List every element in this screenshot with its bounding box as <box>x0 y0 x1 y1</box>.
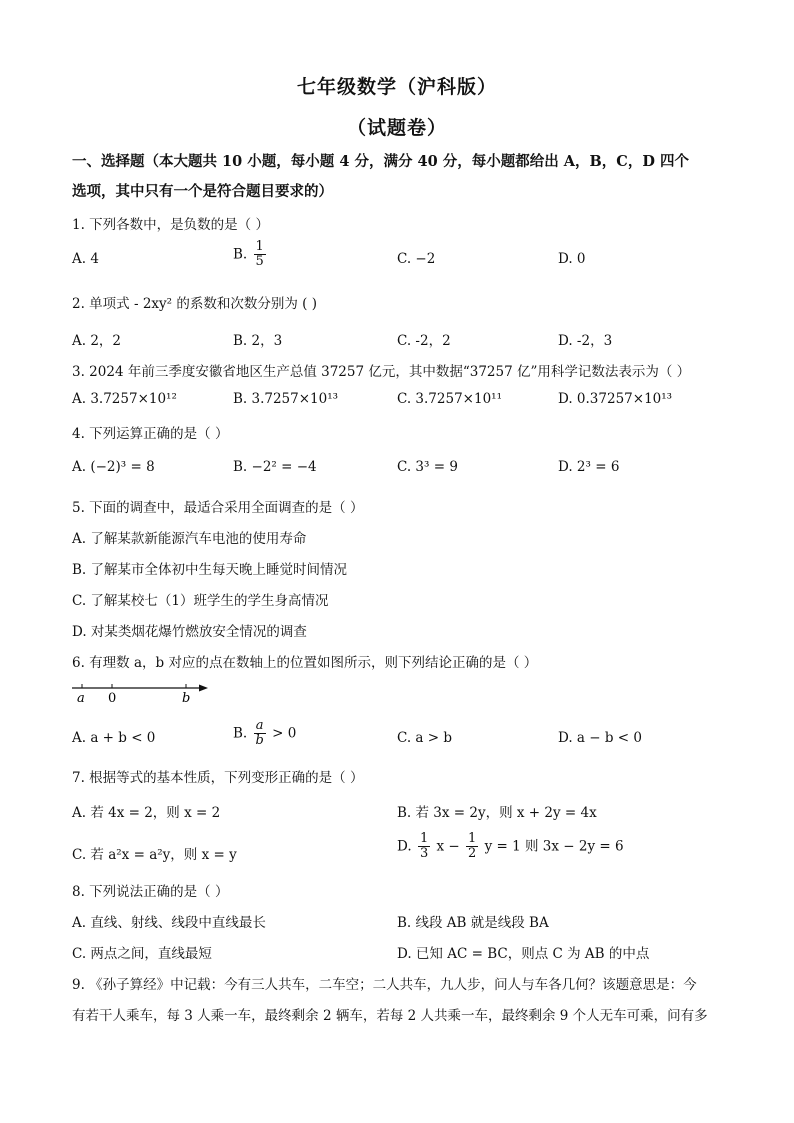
q6-stem: 6. 有理数 a，b 对应的点在数轴上的位置如图所示，则下列结论正确的是（ ） <box>72 655 538 671</box>
q2-option-d: D. -2，3 <box>558 333 613 349</box>
q5-option-b: B. 了解某市全体初中生每天晚上睡觉时间情况 <box>72 562 348 578</box>
q7-option-c: C. 若 a²x = a²y，则 x = y <box>72 847 237 863</box>
q7-option-d-denominator-2: 2 <box>468 846 477 862</box>
section-heading-line1: 一、选择题（本大题共 10 小题，每小题 4 分，满分 40 分，每小题都给出 A，B，C，D 四个 <box>72 153 689 170</box>
q7-option-a: A. 若 4x = 2，则 x = 2 <box>72 805 221 821</box>
q6-option-c: C. a > b <box>397 730 453 746</box>
axis-label-a: a <box>77 691 85 706</box>
q6-option-b-tail: > 0 <box>272 725 297 742</box>
q7-option-b: B. 若 3x = 2y，则 x + 2y = 4x <box>397 805 597 821</box>
q3-option-d: D. 0.37257×10¹³ <box>558 391 673 407</box>
q3-option-c: C. 3.7257×10¹¹ <box>397 391 502 407</box>
q8-option-c: C. 两点之间，直线最短 <box>72 946 212 962</box>
page-title: 七年级数学（沪科版） <box>296 76 497 98</box>
q6-option-a: A. a + b < 0 <box>72 730 156 746</box>
axis-label-zero: 0 <box>108 691 117 706</box>
q7-option-d-numerator-1: 1 <box>419 831 429 846</box>
page-subtitle: （试题卷） <box>346 117 447 139</box>
q1-option-b-numerator: 1 <box>255 239 264 254</box>
q7-option-d <box>397 832 624 862</box>
q6-option-d: D. a − b < 0 <box>558 730 642 746</box>
q7-option-d-numerator-2: 1 <box>468 831 477 846</box>
q5-option-c: C. 了解某校七（1）班学生的学生身高情况 <box>72 593 329 609</box>
q5-stem: 5. 下面的调查中，最适合采用全面调查的是（ ） <box>72 500 364 516</box>
q3-option-a: A. 3.7257×10¹² <box>72 391 177 407</box>
q2-stem: 2. 单项式 - 2xy² 的系数和次数分别为 ( ) <box>72 296 317 312</box>
q5-option-a: A. 了解某款新能源汽车电池的使用寿命 <box>72 531 307 547</box>
q1-option-b-label: B. <box>233 246 248 263</box>
q6-option-b-denominator: b <box>255 733 264 749</box>
q1-option-b-fraction <box>254 240 266 270</box>
q8-option-b: B. 线段 AB 就是线段 BA <box>397 915 549 931</box>
q1-option-b-denominator: 5 <box>255 254 264 270</box>
q4-option-a: A. (−2)³ = 8 <box>72 459 155 475</box>
q7-option-d-fraction-1 <box>418 832 430 862</box>
q4-option-c: C. 3³ = 9 <box>397 459 458 475</box>
q3-stem: 3. 2024 年前三季度安徽省地区生产总值 37257 亿元，其中数据“37257 亿”用科学记数法表示为（ ） <box>72 364 691 380</box>
q1-option-c: C. −2 <box>397 251 436 267</box>
q1-option-a: A. 4 <box>72 251 99 267</box>
q9-stem-line2: 有若干人乘车，每 3 人乘一车，最终剩余 2 辆车，若每 2 人共乘一车，最终剩余 9 个人无车可乘，问有多 <box>72 1008 708 1024</box>
axis-label-b: b <box>182 691 191 706</box>
q7-option-d-middle: x − <box>436 838 460 855</box>
q3-option-b: B. 3.7257×10¹³ <box>233 391 339 407</box>
q2-option-a: A. 2，2 <box>72 333 122 349</box>
q1-option-d: D. 0 <box>558 251 586 267</box>
number-line-arrow <box>199 685 208 692</box>
q4-option-d: D. 2³ = 6 <box>558 459 620 475</box>
q7-option-d-tail: y = 1 则 3x − 2y = 6 <box>484 838 624 855</box>
q2-option-c: C. -2，2 <box>397 333 451 349</box>
q7-option-d-fraction-2 <box>466 832 478 862</box>
q6-option-b-numerator: a <box>255 718 264 733</box>
q6-option-b <box>233 719 296 749</box>
q1-stem: 1. 下列各数中，是负数的是（ ） <box>72 217 269 233</box>
q7-option-d-label: D. <box>397 838 412 855</box>
q7-option-d-denominator-1: 3 <box>419 846 429 862</box>
q8-option-a: A. 直线、射线、线段中直线最长 <box>72 915 266 931</box>
q6-option-b-label: B. <box>233 725 248 742</box>
q4-option-b: B. −2² = −4 <box>233 459 317 475</box>
q8-option-d: D. 已知 AC = BC，则点 C 为 AB 的中点 <box>397 946 650 962</box>
q1-option-b <box>233 240 268 270</box>
q2-option-b: B. 2，3 <box>233 333 283 349</box>
q9-stem-line1: 9. 《孙子算经》中记载：今有三人共车，二车空；二人共车，九人步，问人与车各几何？该题意思是：今 <box>72 977 697 993</box>
q4-stem: 4. 下列运算正确的是（ ） <box>72 426 229 442</box>
q8-stem: 8. 下列说法正确的是（ ） <box>72 884 229 900</box>
q5-option-d: D. 对某类烟花爆竹燃放安全情况的调查 <box>72 624 307 640</box>
q6-option-b-fraction <box>254 719 266 749</box>
number-line-figure <box>72 680 222 706</box>
q7-stem: 7. 根据等式的基本性质，下列变形正确的是（ ） <box>72 770 364 786</box>
section-heading-line2: 选项，其中只有一个是符合题目要求的） <box>72 183 333 200</box>
